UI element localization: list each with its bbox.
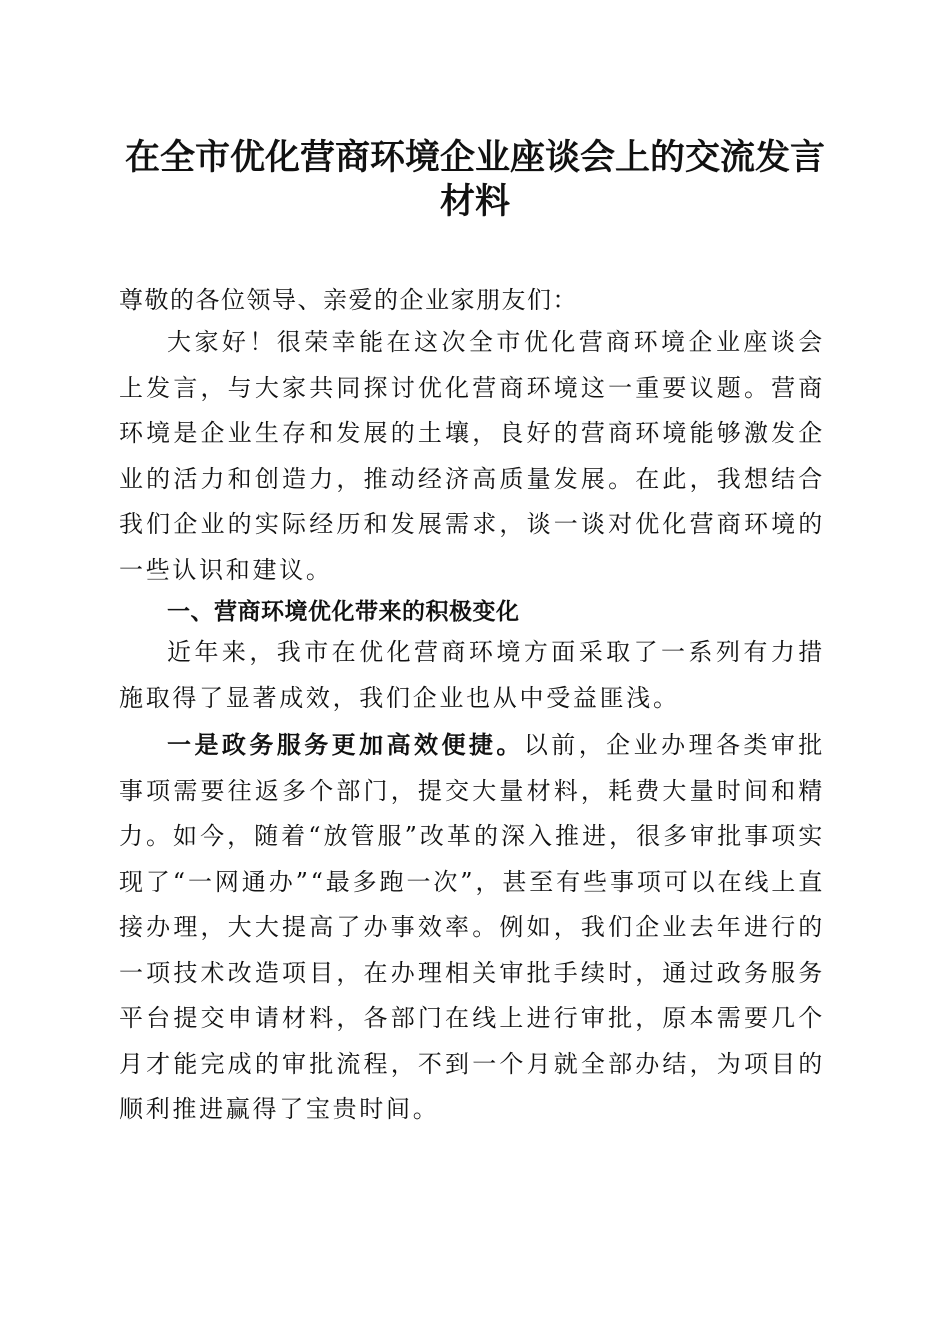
document-title-line2: 材料: [439, 182, 510, 222]
section-heading-1: 一、营商环境优化带来的积极变化: [167, 599, 520, 625]
salutation: 尊敬的各位领导、亲爱的企业家朋友们：: [119, 286, 578, 314]
paragraph-intro: 大家好！很荣幸能在这次全市优化营商环境企业座谈会上发言，与大家共同探讨优化营商环境这一重要议题。营商环境是企业生存和发展的土壤，良好的营商环境能够激发企业的活力和创造力，推动经济高质量发展。在此，我想结合我们企业的实际经历和发展需求，谈一谈对优化营商环境的一些认识和建议。: [119, 328, 825, 584]
document-title-line1: 在全市优化营商环境企业座谈会上的交流发言: [124, 138, 825, 178]
paragraph-government-services: [119, 722, 825, 1133]
paragraph-lead-bold: 一是政务服务更加高效便捷。: [167, 730, 524, 759]
paragraph-body: 以前，企业办理各类审批事项需要往返多个部门，提交大量材料，耗费大量时间和精力。如今，随着“放管服”改革的深入推进，很多审批事项实现了“一网通办”“最多跑一次”，甚至有些事项可以在线上直接办理，大大提高了办事效率。例如，我们企业去年进行的一项技术改造项目，在办理相关审批手续时，通过政务服务平台提交申请材料，各部门在线上进行审批，原本需要几个月才能完成的审批流程，不到一个月就全部办结，为项目的顺利推进赢得了宝贵时间。: [119, 731, 826, 1123]
paragraph-section1-intro: 近年来，我市在优化营商环境方面采取了一系列有力措施取得了显著成效，我们企业也从中受益匪浅。: [119, 638, 825, 712]
